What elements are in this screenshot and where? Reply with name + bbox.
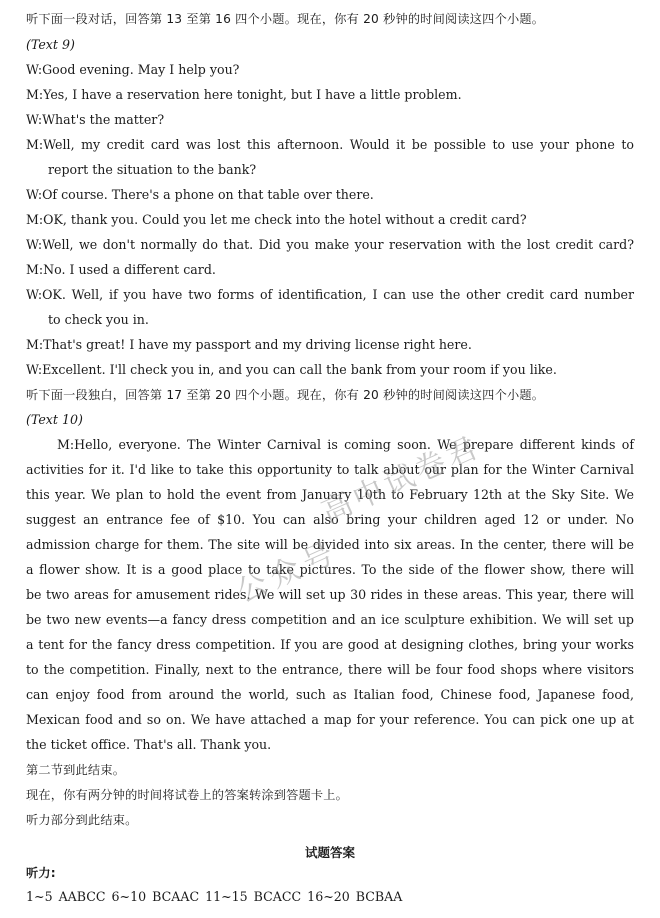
text10-label: (Text 10) bbox=[26, 412, 83, 427]
dialogue-line: W:Of course. There's a phone on that table over there. bbox=[26, 187, 374, 202]
monologue-line: Mexican food and so on. We have attached a map for your reference. You can pick one up at bbox=[26, 712, 634, 727]
answers-subtitle: 听力: bbox=[26, 866, 56, 880]
dialogue-line: M:That's great! I have my passport and my driving license right here. bbox=[26, 337, 472, 352]
monologue-line: M:Hello, everyone. The Winter Carnival is coming soon. We prepare different kinds of bbox=[57, 437, 634, 452]
dialogue-line: W:Good evening. May I help you? bbox=[26, 62, 240, 77]
monologue-line: activities for it. I'd like to take this opportunity to talk about our plan for the Winter Carnival bbox=[26, 462, 634, 477]
dialogue-line: W:Excellent. I'll check you in, and you can call the bank from your room if you like. bbox=[26, 362, 557, 377]
watermark-text-1: 公众号 bbox=[231, 534, 345, 610]
dialogue-line: M:OK, thank you. Could you let me check into the hotel without a credit card? bbox=[26, 212, 527, 227]
section2-end-notice: 第二节到此结束。 bbox=[26, 763, 126, 777]
dialogue-line: M:Well, my credit card was lost this afternoon. Would it be possible to use your phone to bbox=[26, 137, 634, 152]
monologue-line: the ticket office. That's all. Thank you. bbox=[26, 737, 272, 752]
transfer-instruction: 现在，你有两分钟的时间将试卷上的答案转涂到答题卡上。 bbox=[26, 788, 349, 802]
section4-instruction: 听下面一段独白，回答第 17 至第 20 四个小题。现在，你有 20 秒钟的时间阅读这四个小题。 bbox=[26, 388, 545, 402]
dialogue-line-continued: report the situation to the bank? bbox=[48, 162, 257, 177]
monologue-line: a tent for the fancy dress competition. If you are good at designing clothes, bring your works bbox=[26, 637, 634, 652]
dialogue-line: W:OK. Well, if you have two forms of identification, I can use the other credit card number bbox=[26, 287, 634, 302]
monologue-line: be two areas for amusement rides. We will set up 30 rides in these areas. This year, there will bbox=[26, 587, 634, 602]
answers-title: 试题答案 bbox=[304, 845, 355, 860]
monologue-line: this year. We plan to hold the event from January 10th to February 12th at the Sky Site. We bbox=[26, 487, 634, 502]
dialogue-line: W:What's the matter? bbox=[26, 112, 165, 127]
monologue-line: a flower show. It is a good place to take pictures. To the side of the flower show, there will bbox=[26, 562, 634, 577]
answer-key-line: 1~5 AABCC 6~10 BCAAC 11~15 BCACC 16~20 BCBAA bbox=[26, 889, 403, 904]
monologue-line: suggest an entrance fee of $10. You can also bring your children aged 12 or under. No bbox=[26, 512, 634, 527]
monologue-line: be two new events—a fancy dress competition and an ice sculpture exhibition. We will set up bbox=[26, 612, 634, 627]
monologue-line: admission charge for them. The site will be divided into six areas. In the center, there will be bbox=[26, 537, 634, 552]
monologue-line: to the competition. Finally, next to the entrance, there will be four food shops where visitors bbox=[26, 662, 634, 677]
listening-end-notice: 听力部分到此结束。 bbox=[26, 813, 138, 827]
dialogue-line-continued: to check you in. bbox=[48, 312, 149, 327]
dialogue-line: W:Well, we don't normally do that. Did you make your reservation with the lost credit card? bbox=[26, 237, 634, 252]
text9-label: (Text 9) bbox=[26, 37, 75, 52]
section3-instruction: 听下面一段对话，回答第 13 至第 16 四个小题。现在，你有 20 秒钟的时间阅读这四个小题。 bbox=[26, 12, 545, 26]
monologue-line: can enjoy food from around the world, such as Italian food, Chinese food, Japanese food, bbox=[26, 687, 634, 702]
watermark-text-2: 高中试卷君 bbox=[316, 429, 487, 531]
dialogue-line: M:No. I used a different card. bbox=[26, 262, 216, 277]
dialogue-line: M:Yes, I have a reservation here tonight, but I have a little problem. bbox=[26, 87, 462, 102]
